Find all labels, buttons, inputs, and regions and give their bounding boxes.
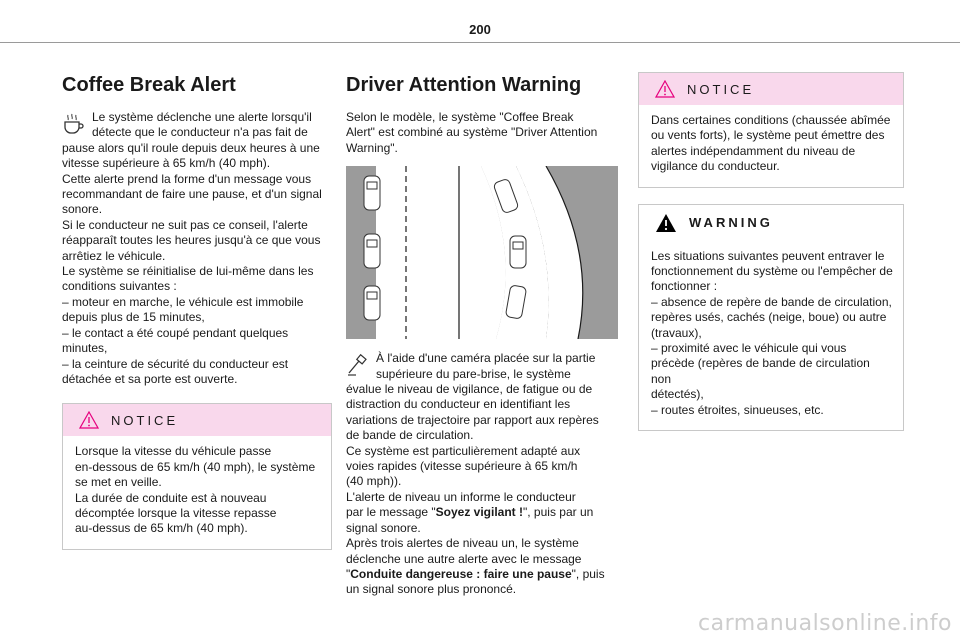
notice-header	[63, 404, 331, 436]
section-title-driver-attention: Driver Attention Warning	[346, 74, 582, 96]
text-line: Lorsque la vitesse du véhicule passe	[75, 444, 272, 459]
text-line: Selon le modèle, le système "Coffee Break	[346, 110, 574, 124]
notice-title: NOTICE	[687, 81, 755, 97]
text-line: repères usés, cachés (neige, boue) ou autre	[651, 310, 887, 325]
text-line: ou vents forts), le système peut émettre des	[651, 128, 885, 143]
text-line: arrêtiez le véhicule.	[62, 248, 166, 263]
notice-title: NOTICE	[111, 412, 179, 428]
column-coffee-break	[62, 72, 332, 550]
text-line: À l'aide d'une caméra placée sur la partie	[376, 351, 596, 366]
alert-message-vigilant: Soyez vigilant !	[435, 505, 523, 520]
column-driver-attention	[346, 72, 616, 598]
text-line: évalue le niveau de vigilance, de fatigue ou de	[346, 382, 593, 397]
text-line: distraction du conducteur en identifiant les	[346, 397, 571, 412]
text-line: de bande de circulation.	[346, 428, 474, 443]
notice-box	[638, 72, 904, 188]
text-line: recommandant de faire une pause, et d'un signal	[62, 187, 322, 202]
text-line: (40 mph)).	[346, 474, 402, 489]
text-line: signal sonore.	[346, 520, 421, 535]
text-line: fonctionnement du système ou l'empêcher de	[651, 264, 893, 279]
header-rule	[0, 42, 960, 43]
text-line: précède (repères de bande de circulation non	[651, 356, 870, 386]
text-line: La durée de conduite est à nouveau	[75, 490, 267, 505]
text-line: Après trois alertes de niveau un, le système	[346, 536, 579, 551]
text-line: Alert" est combiné au système "Driver Attention	[346, 125, 598, 140]
text-line: au-dessus de 65 km/h (40 mph).	[75, 521, 248, 536]
text-line: détachée et sa porte est ouverte.	[62, 371, 238, 386]
text-line: supérieure du pare-brise, le système	[376, 366, 571, 381]
text-line: déclenche une autre alerte avec le message	[346, 551, 582, 566]
warning-body	[639, 241, 903, 430]
text-line: – la ceinture de sécurité du conducteur est	[62, 356, 289, 371]
text-line: conditions suivantes :	[62, 279, 177, 294]
text-line: depuis plus de 15 minutes,	[62, 310, 205, 325]
coffee-cup-icon	[62, 112, 88, 140]
text-line: pause alors qu'il roule depuis deux heures à une	[62, 140, 320, 155]
notice-box	[62, 403, 332, 549]
text-line: fonctionner :	[651, 279, 718, 294]
text-line: décomptée lorsque la vitesse repasse	[75, 505, 277, 520]
text-line: un signal sonore plus prononcé.	[346, 582, 517, 597]
text-line: – routes étroites, sinueuses, etc.	[651, 402, 824, 417]
text-span: ", puis	[571, 566, 605, 581]
text-line: se met en veille.	[75, 475, 162, 490]
lane-drift-illustration	[346, 166, 618, 339]
alert-message-dangerous: Conduite dangereuse : faire une pause	[350, 566, 572, 581]
text-line: sonore.	[62, 202, 103, 217]
notice-warning-icon	[79, 411, 99, 429]
warning-header	[639, 205, 903, 241]
text-line: minutes,	[62, 341, 108, 356]
text-line: alertes indépendamment du niveau de	[651, 143, 856, 158]
text-line: détectés),	[651, 387, 704, 402]
text-line: – moteur en marche, le véhicule est immobile	[62, 294, 304, 309]
notice-warning-icon	[655, 80, 675, 98]
notice-body	[639, 105, 903, 187]
text-line: en-dessous de 65 km/h (40 mph), le système	[75, 459, 316, 474]
section-title-coffee-break: Coffee Break Alert	[62, 74, 236, 96]
warning-box	[638, 204, 904, 431]
alert-message-line	[346, 505, 616, 520]
warning-triangle-icon	[655, 213, 677, 233]
text-line: détecte que le conducteur n'a pas fait de	[92, 125, 308, 140]
text-line: vigilance du conducteur.	[651, 159, 780, 174]
text-line: voies rapides (vitesse supérieure à 65 km/h	[346, 459, 578, 474]
text-line: – proximité avec le véhicule qui vous	[651, 341, 847, 356]
notice-header	[639, 73, 903, 105]
text-line: – absence de repère de bande de circulation,	[651, 294, 892, 309]
text-line: – le contact a été coupé pendant quelques	[62, 325, 289, 340]
text-span: ", puis par un	[523, 505, 594, 520]
notice-body	[63, 436, 331, 548]
footer-watermark: carmanualsonline.info	[698, 611, 952, 636]
warning-title: WARNING	[689, 215, 773, 231]
column-notices	[638, 72, 904, 431]
coffee-break-body	[62, 110, 332, 387]
text-line: vitesse supérieure à 65 km/h (40 mph).	[62, 156, 271, 171]
camera-description	[346, 351, 616, 598]
driver-attention-intro	[346, 110, 616, 156]
text-line: Le système déclenche une alerte lorsqu'il	[92, 110, 312, 124]
alert-message-line	[346, 567, 616, 582]
text-line: Dans certaines conditions (chaussée abîmée	[651, 113, 891, 127]
camera-sensor-icon	[346, 353, 372, 381]
text-line: réapparaît toutes les heures jusqu'à ce que vous	[62, 233, 321, 248]
page-number: 200	[469, 22, 491, 37]
text-line: Warning".	[346, 140, 398, 155]
text-line: (travaux),	[651, 325, 702, 340]
text-span: par le message "	[346, 505, 436, 520]
text-line: Les situations suivantes peuvent entraver le	[651, 248, 885, 263]
text-line: Ce système est particulièrement adapté aux	[346, 443, 581, 458]
text-line: Le système se réinitialise de lui-même dans les	[62, 264, 314, 279]
text-line: L'alerte de niveau un informe le conducteur	[346, 489, 576, 504]
text-line: variations de trajectoire par rapport aux repères	[346, 412, 599, 427]
text-line: Si le conducteur ne suit pas ce conseil, l'alerte	[62, 217, 308, 232]
text-span: "	[346, 566, 351, 581]
text-line: Cette alerte prend la forme d'un message vous	[62, 171, 312, 186]
